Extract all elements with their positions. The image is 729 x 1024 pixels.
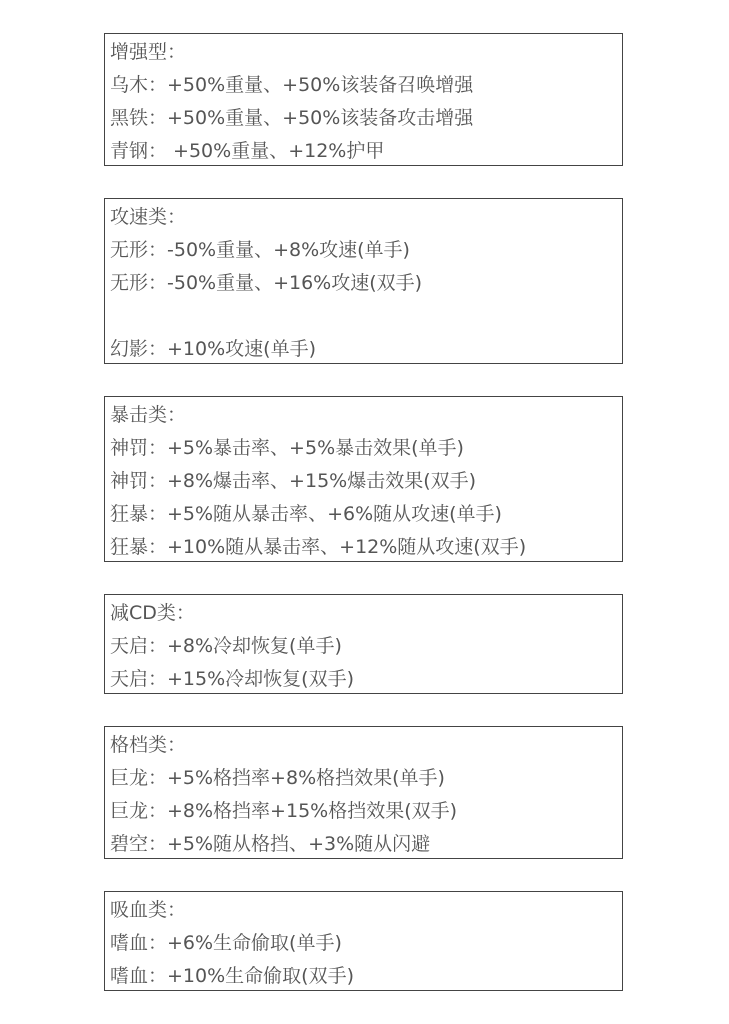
entry-line: 无形：-50%重量、+16%攻速(双手) [110,272,423,294]
entry-line-blank [110,300,622,333]
entry-line: 青钢： +50%重量、+12%护甲 [110,140,385,162]
section-critical [104,396,623,562]
section-title: 格档类： [110,734,187,756]
entry-line: 天启：+15%冷却恢复(双手) [110,668,354,690]
entry-line: 嗜血：+10%生命偷取(双手) [110,965,354,987]
section-title: 吸血类： [110,899,187,921]
entry-line: 乌木：+50%重量、+50%该装备召唤增强 [110,74,474,96]
entry-line: 巨龙：+5%格挡率+8%格挡效果(单手) [110,767,445,789]
section-enhance [104,33,623,166]
section-title: 增强型： [110,41,187,63]
entry-line: 嗜血：+6%生命偷取(单手) [110,932,342,954]
section-attack-speed [104,198,623,364]
section-title: 减CD类： [110,602,195,624]
section-lifesteal [104,891,623,991]
entry-line: 幻影：+10%攻速(单手) [110,338,316,360]
entry-line: 黑铁：+50%重量、+50%该装备攻击增强 [110,107,474,129]
entry-line: 巨龙：+8%格挡率+15%格挡效果(双手) [110,800,458,822]
entry-line: 碧空：+5%随从格挡、+3%随从闪避 [110,833,431,855]
section-block [104,726,623,859]
section-title: 攻速类： [110,206,187,228]
entry-line: 无形：-50%重量、+8%攻速(单手) [110,239,410,261]
section-title: 暴击类： [110,404,187,426]
entry-line: 狂暴：+10%随从暴击率、+12%随从攻速(双手) [110,536,527,558]
entry-line: 神罚：+8%爆击率、+15%爆击效果(双手) [110,470,477,492]
entry-line: 狂暴：+5%随从暴击率、+6%随从攻速(单手) [110,503,502,525]
entry-line: 神罚：+5%暴击率、+5%暴击效果(单手) [110,437,464,459]
section-cooldown [104,594,623,694]
entry-line: 天启：+8%冷却恢复(单手) [110,635,342,657]
